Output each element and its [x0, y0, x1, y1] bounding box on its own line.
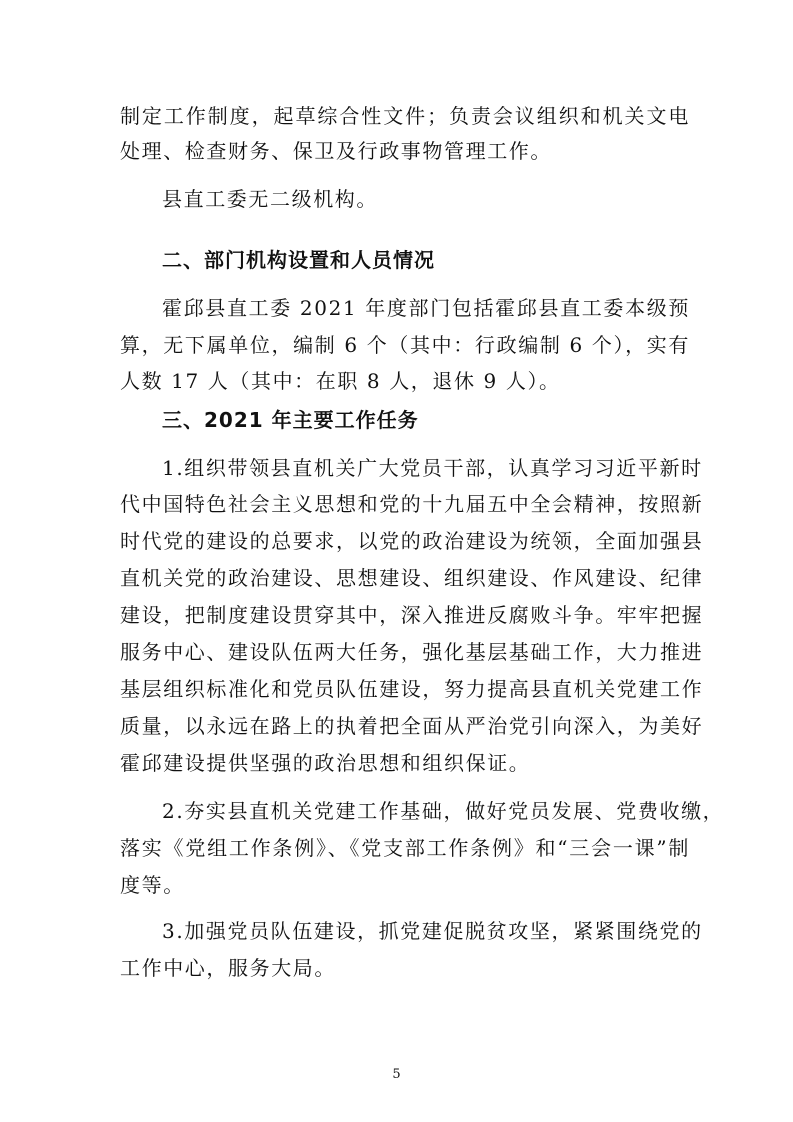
body-text-line: 工作中心，服务大局。: [120, 956, 336, 980]
body-text-line: 人数 17 人（其中：在职 8 人，退休 9 人）。: [120, 369, 561, 393]
body-text-line: 2.夯实县直机关党建工作基础，做好党员发展、党费收缴，: [162, 799, 725, 823]
body-text-line: 度等。: [120, 873, 185, 897]
body-text-line: 直机关党的政治建设、思想建设、组织建设、作风建设、纪律: [120, 566, 704, 590]
body-text-line: 3.加强党员队伍建设，抓党建促脱贫攻坚，紧紧围绕党的: [162, 919, 703, 943]
body-text-line: 制定工作制度，起草综合性文件；负责会议组织和机关文电: [120, 104, 690, 128]
body-text-line: 霍邱县直工委 2021 年度部门包括霍邱县直工委本级预: [162, 296, 690, 320]
body-text-line: 处理、检查财务、保卫及行政事物管理工作。: [120, 139, 552, 163]
section-heading: 三、2021 年主要工作任务: [162, 408, 419, 432]
body-text-line: 时代党的建设的总要求，以党的政治建设为统领，全面加强县: [120, 529, 704, 553]
page-number: 5: [392, 1067, 401, 1082]
body-text-line: 县直工委无二级机构。: [162, 187, 378, 211]
body-text-line: 质量，以永远在路上的执着把全面从严治党引向深入，为美好: [120, 714, 704, 738]
body-text-line: 代中国特色社会主义思想和党的十九届五中全会精神，按照新: [120, 492, 704, 516]
body-text-line: 霍邱建设提供坚强的政治思想和组织保证。: [120, 751, 531, 775]
section-heading: 二、部门机构设置和人员情况: [162, 248, 435, 272]
body-text-line: 建设，把制度建设贯穿其中，深入推进反腐败斗争。牢牢把握: [120, 603, 704, 627]
body-text-line: 1.组织带领县直机关广大党员干部，认真学习习近平新时: [162, 456, 703, 480]
body-text-line: 算，无下属单位，编制 6 个（其中：行政编制 6 个），实有: [120, 333, 690, 357]
body-text-line: 基层组织标准化和党员队伍建设，努力提高县直机关党建工作: [120, 677, 704, 701]
body-text-line: 服务中心、建设队伍两大任务，强化基层基础工作，大力推进: [120, 640, 704, 664]
body-text-line: 落实《党组工作条例》、《党支部工作条例》和“三会一课”制: [120, 836, 690, 860]
